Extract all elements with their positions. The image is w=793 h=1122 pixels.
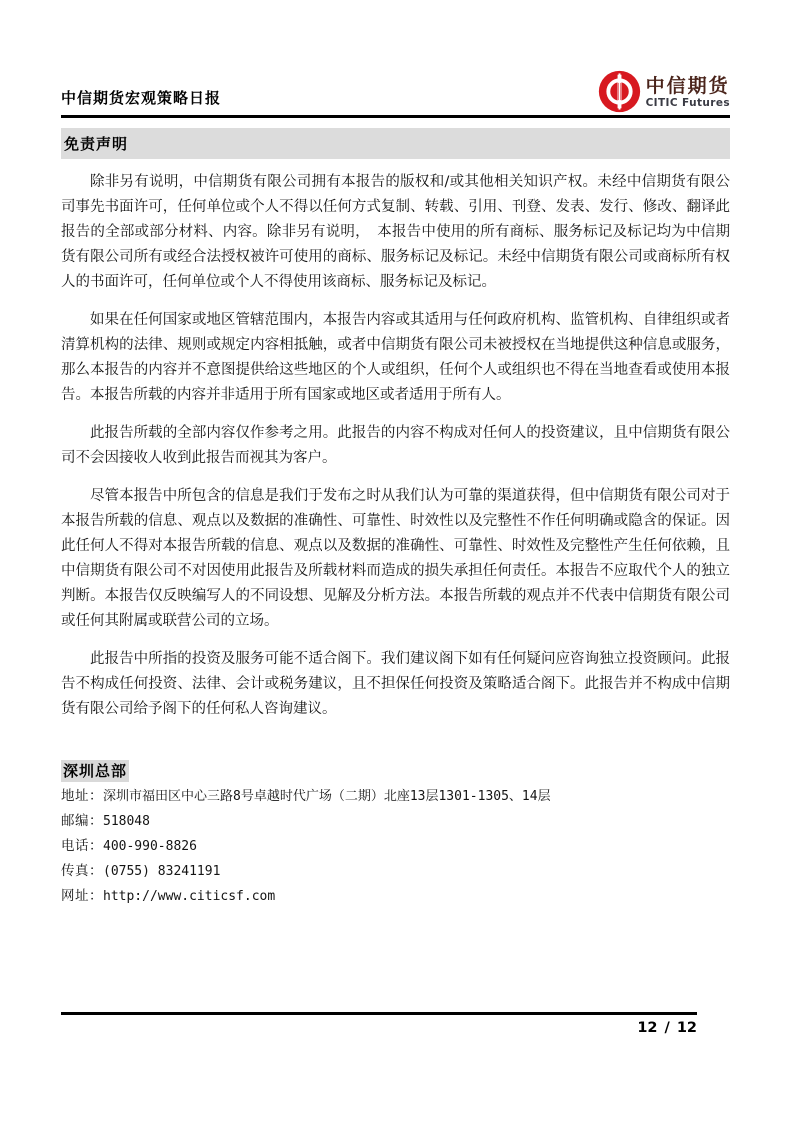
citic-logo-icon [598,70,641,113]
office-address-line [61,784,730,809]
office-postcode-label: 邮编： [61,813,103,829]
disclaimer-paragraph-1: 除非另有说明，中信期货有限公司拥有本报告的版权和/或其他相关知识产权。未经中信期货有限公司事先书面许可，任何单位或个人不得以任何方式复制、转载、引用、刊登、发表、发行、修改、翻译此报告的全部或部分材料、内容。除非另有说明， 本报告中使用的所有商标、服务标记及标记均为中信期货有限公司所有或经合法授权被许可使用的商标、服务标记及标记。未经中信期货有限公司或商标所有权人的书面许可，任何单位或个人不得使用该商标、服务标记及标记。 [61,174,730,290]
disclaimer-heading: 免责声明 [61,128,730,159]
office-phone-value: 400-990-8826 [103,839,197,854]
office-fax-value: (0755) 83241191 [103,864,221,879]
office-address-value: 深圳市福田区中心三路8号卓越时代广场（二期）北座13层1301-1305、14层 [103,789,551,804]
office-heading: 深圳总部 [63,762,128,780]
office-phone-line [61,834,730,859]
office-website-line [61,884,730,909]
disclaimer-paragraph-2: 如果在任何国家或地区管辖范围内，本报告内容或其适用与任何政府机构、监管机构、自律组织或者清算机构的法律、规则或规定内容相抵触，或者中信期货有限公司未被授权在当地提供这种信息或服务，那么本报告的内容并不意图提供给这些地区的个人或组织，任何个人或组织也不得在当地查看或使用本报告。本报告所载的内容并非适用于所有国家或地区或者适用于所有人。 [61,312,730,403]
page-footer [61,1012,697,1036]
disclaimer-paragraph-3: 此报告所载的全部内容仅作参考之用。此报告的内容不构成对任何人的投资建议，且中信期货有限公司不会因接收人收到此报告而视其为客户。 [61,425,730,466]
office-fax-line [61,859,730,884]
office-heading-row [61,758,730,784]
citic-logo [598,70,730,113]
office-phone-label: 电话： [61,838,103,854]
logo-brand-cn: 中信期货 [645,74,730,97]
disclaimer-paragraph-4: 尽管本报告中所包含的信息是我们于发布之时从我们认为可靠的渠道获得，但中信期货有限公司对于本报告所载的信息、观点以及数据的准确性、可靠性、时效性以及完整性不作任何明确或隐含的保证。因此任何人不得对本报告所载的信息、观点以及数据的准确性、可靠性、时效性及完整性产生任何依赖，且中信期货有限公司不对因使用此报告及所载材料而造成的损失承担任何责任。本报告不应取代个人的独立判断。本报告仅反映编写人的不同设想、见解及分析方法。本报告所载的观点并不代表中信期货有限公司或任何其附属或联营公司的立场。 [61,488,730,629]
office-address-label: 地址： [61,788,103,804]
office-website-label: 网址： [61,888,103,904]
disclaimer-body [61,170,730,722]
office-postcode-line [61,809,730,834]
page-number-separator: / [664,1020,670,1036]
report-title: 中信期货宏观策略日报 [61,89,222,107]
office-fax-label: 传真： [61,863,103,879]
website-link[interactable]: http://www.citicsf.com [103,889,276,904]
report-header [61,0,730,118]
page-number-total: 12 [676,1020,697,1036]
office-postcode-value: 518048 [103,814,150,829]
office-section [61,758,730,909]
logo-wordmark [646,75,730,109]
logo-brand-en: CITIC Futures [645,96,730,109]
disclaimer-paragraph-5: 此报告中所指的投资及服务可能不适合阁下。我们建议阁下如有任何疑问应咨询独立投资顾问。此报告不构成任何投资、法律、会计或税务建议，且不担保任何投资及策略适合阁下。此报告并不构成中信期货有限公司给予阁下的任何私人咨询建议。 [61,651,730,717]
page-number-current: 12 [637,1020,658,1036]
